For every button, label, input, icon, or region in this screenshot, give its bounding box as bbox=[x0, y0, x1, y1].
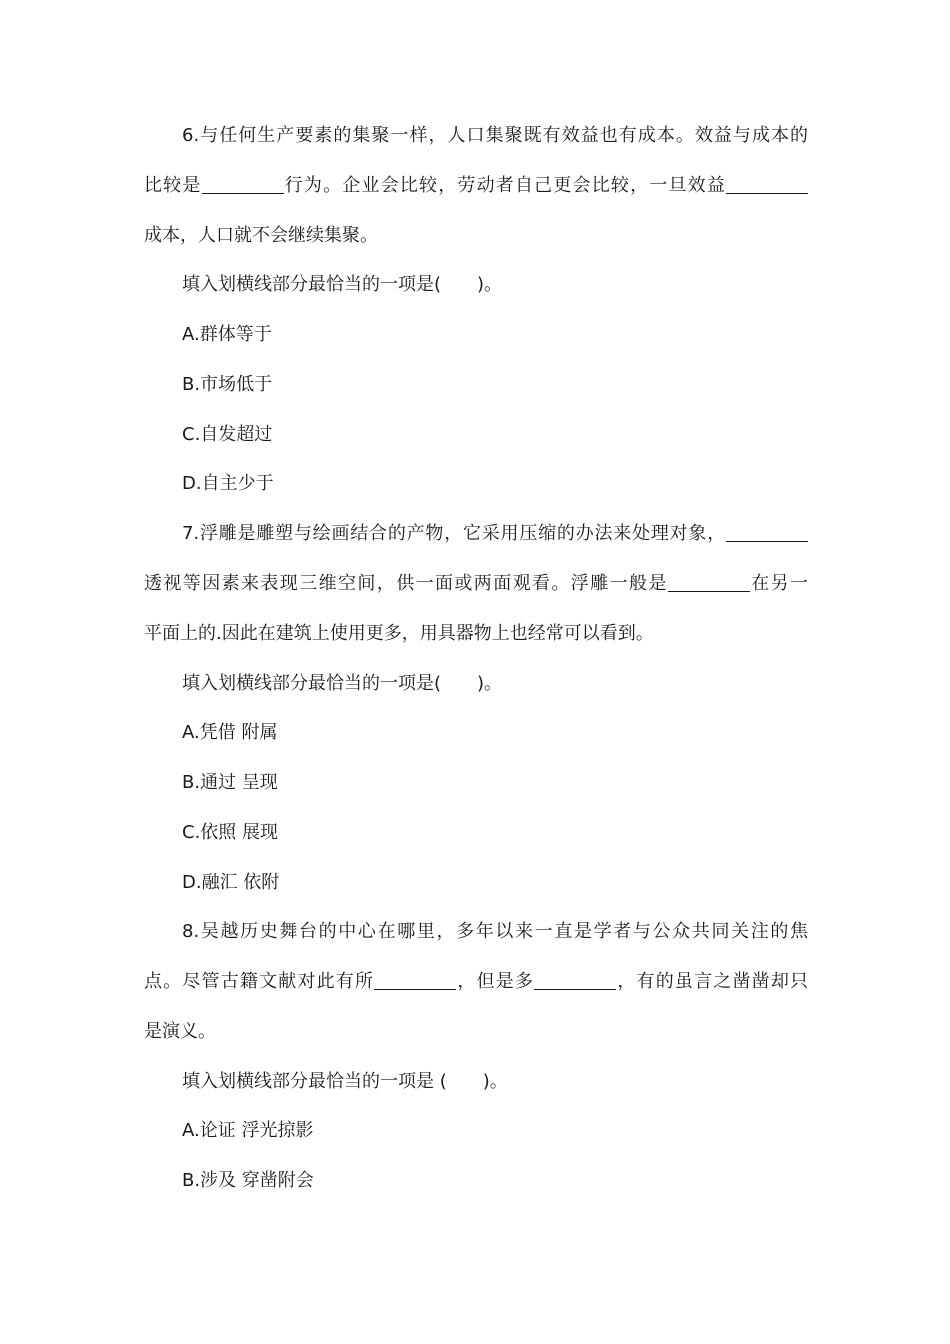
q6-prompt: 填入划横线部分最恰当的一项是( )。 bbox=[182, 274, 503, 295]
q6-option-a: A.群体等于 bbox=[182, 324, 272, 345]
q7-prompt: 填入划横线部分最恰当的一项是( )。 bbox=[182, 673, 503, 694]
q6-stem-line-3: 成本，人口就不会继续集聚。 bbox=[144, 225, 378, 246]
q8-stem-line-2: 点。尽管古籍文献对此有所 ，但是多 ，有的虽言之凿凿却只 bbox=[144, 971, 809, 992]
q8-option-a: A.论证 浮光掠影 bbox=[182, 1120, 314, 1141]
q7-option-a: A.凭借 附属 bbox=[182, 722, 278, 743]
q7-option-b: B.通过 呈现 bbox=[182, 772, 278, 793]
fill-blank bbox=[668, 571, 750, 592]
q8-prompt: 填入划横线部分最恰当的一项是 ( )。 bbox=[182, 1071, 508, 1092]
fill-blank bbox=[726, 521, 808, 542]
q6-option-b: B.市场低于 bbox=[182, 374, 273, 395]
q6-stem-line-2: 比较是 行为。企业会比较，劳动者自己更会比较，一旦效益 bbox=[144, 169, 808, 203]
q6-option-c: C.自发超过 bbox=[182, 424, 273, 445]
fill-blank bbox=[534, 969, 616, 990]
fill-blank bbox=[726, 173, 808, 194]
q6-stem-line-1: 6.与任何生产要素的集聚一样，人口集聚既有效益也有成本。效益与成本的 bbox=[182, 125, 808, 146]
q7-stem-line-3: 平面上的.因此在建筑上使用更多，用具器物上也经常可以看到。 bbox=[144, 623, 654, 644]
q8-stem-line-1: 8.吴越历史舞台的中心在哪里，多年以来一直是学者与公众共同关注的焦 bbox=[182, 921, 808, 942]
q7-stem-line-1: 7.浮雕是雕塑与绘画结合的产物，它采用压缩的办法来处理对象， bbox=[182, 517, 808, 551]
q7-option-d: D.融汇 依附 bbox=[182, 872, 280, 893]
q7-option-c: C.依照 展现 bbox=[182, 822, 279, 843]
q7-stem-line-2: 透视等因素来表现三维空间，供一面或两面观看。浮雕一般是 在另一 bbox=[144, 573, 809, 594]
fill-blank bbox=[202, 173, 284, 194]
q8-stem-line-3: 是演义。 bbox=[144, 1021, 216, 1042]
fill-blank bbox=[374, 969, 456, 990]
q6-option-d: D.自主少于 bbox=[182, 473, 274, 494]
q8-option-b: B.涉及 穿凿附会 bbox=[182, 1170, 314, 1191]
